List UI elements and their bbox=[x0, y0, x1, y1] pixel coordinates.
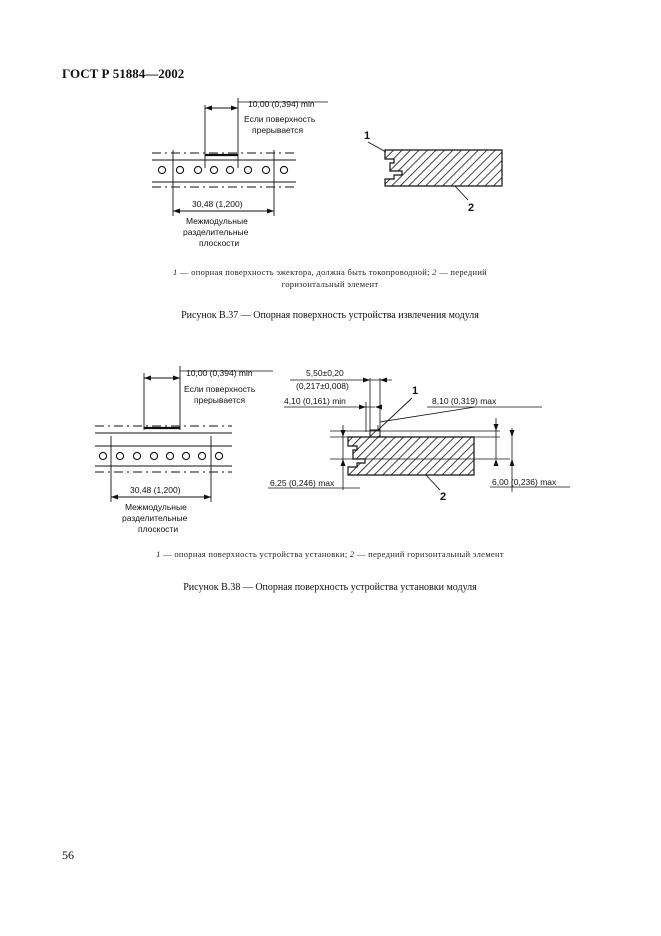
dim-a-label-1: 5,50±0,20 bbox=[306, 368, 344, 378]
b38-callout-2: 2 bbox=[440, 491, 447, 503]
b38-dimension-bottom bbox=[111, 436, 211, 534]
legend-text-1: — опорная поверхность эжектора, должна быть токопроводной; bbox=[177, 267, 433, 277]
b38-plane-label-3: плоскости bbox=[138, 524, 179, 534]
figure-b37-caption: Рисунок В.37 — Опорная поверхность устройства извлечения модуля bbox=[181, 310, 479, 321]
page-number: 56 bbox=[62, 848, 74, 862]
plane-label-3: плоскости bbox=[199, 238, 240, 248]
dim-pitch-label: 30,48 (1,200) bbox=[192, 199, 243, 209]
figure-b38-caption: Рисунок В.38 — Опорная поверхность устройства установки модуля bbox=[183, 582, 477, 593]
dim-e-label: 6,00 (0,236) max bbox=[492, 477, 557, 487]
b38-legend-text-1: — опорная поверхность устройства установки; bbox=[160, 549, 350, 559]
legend-num-1: 1 bbox=[172, 267, 178, 277]
plane-label-2: разделительные bbox=[183, 227, 249, 237]
b38-profile-section bbox=[330, 430, 510, 475]
b38-dim-pitch-label: 30,48 (1,200) bbox=[130, 485, 181, 495]
plane-label-1: Межмодульные bbox=[186, 216, 248, 226]
dim-min-label: 10,00 (0,394) min bbox=[248, 99, 315, 109]
legend-num-2: 2 bbox=[432, 267, 437, 277]
b38-callout-1: 1 bbox=[412, 385, 419, 397]
dim-c-label: 8,10 (0,319) max bbox=[432, 396, 497, 406]
b38-note-label-2: прерывается bbox=[194, 395, 246, 405]
dim-b-label: 4,10 (0,161) min bbox=[284, 396, 346, 406]
b38-legend-num-2: 2 bbox=[349, 549, 355, 559]
note-label-2: прерывается bbox=[252, 125, 304, 135]
figure-b38-legend bbox=[100, 548, 560, 560]
dim-d-label: 6,25 (0,246) max bbox=[270, 478, 335, 488]
b38-plane-label-2: разделительные bbox=[122, 513, 188, 523]
document-header: ГОСТ Р 51884—2002 bbox=[62, 66, 185, 81]
b38-legend-text-2: — передний горизонтальный элемент bbox=[354, 549, 504, 559]
note-label-1: Если поверхность bbox=[244, 114, 316, 124]
b38-legend-num-1: 1 bbox=[156, 549, 161, 559]
callout-1: 1 bbox=[364, 130, 371, 142]
legend-text-2: — передний bbox=[436, 267, 488, 277]
b38-plane-label-1: Межмодульные bbox=[125, 502, 187, 512]
b38-dimension-top bbox=[144, 366, 273, 430]
callout-2: 2 bbox=[468, 202, 475, 214]
b38-note-label-1: Если поверхность bbox=[184, 384, 256, 394]
dim-a-label-2: (0,217±0,008) bbox=[296, 381, 349, 391]
b38-dim-min-label: 10,00 (0,394) min bbox=[186, 368, 253, 378]
legend-line-2: горизонтальный элемент bbox=[281, 279, 379, 289]
b38-dimensions-right bbox=[268, 368, 570, 503]
